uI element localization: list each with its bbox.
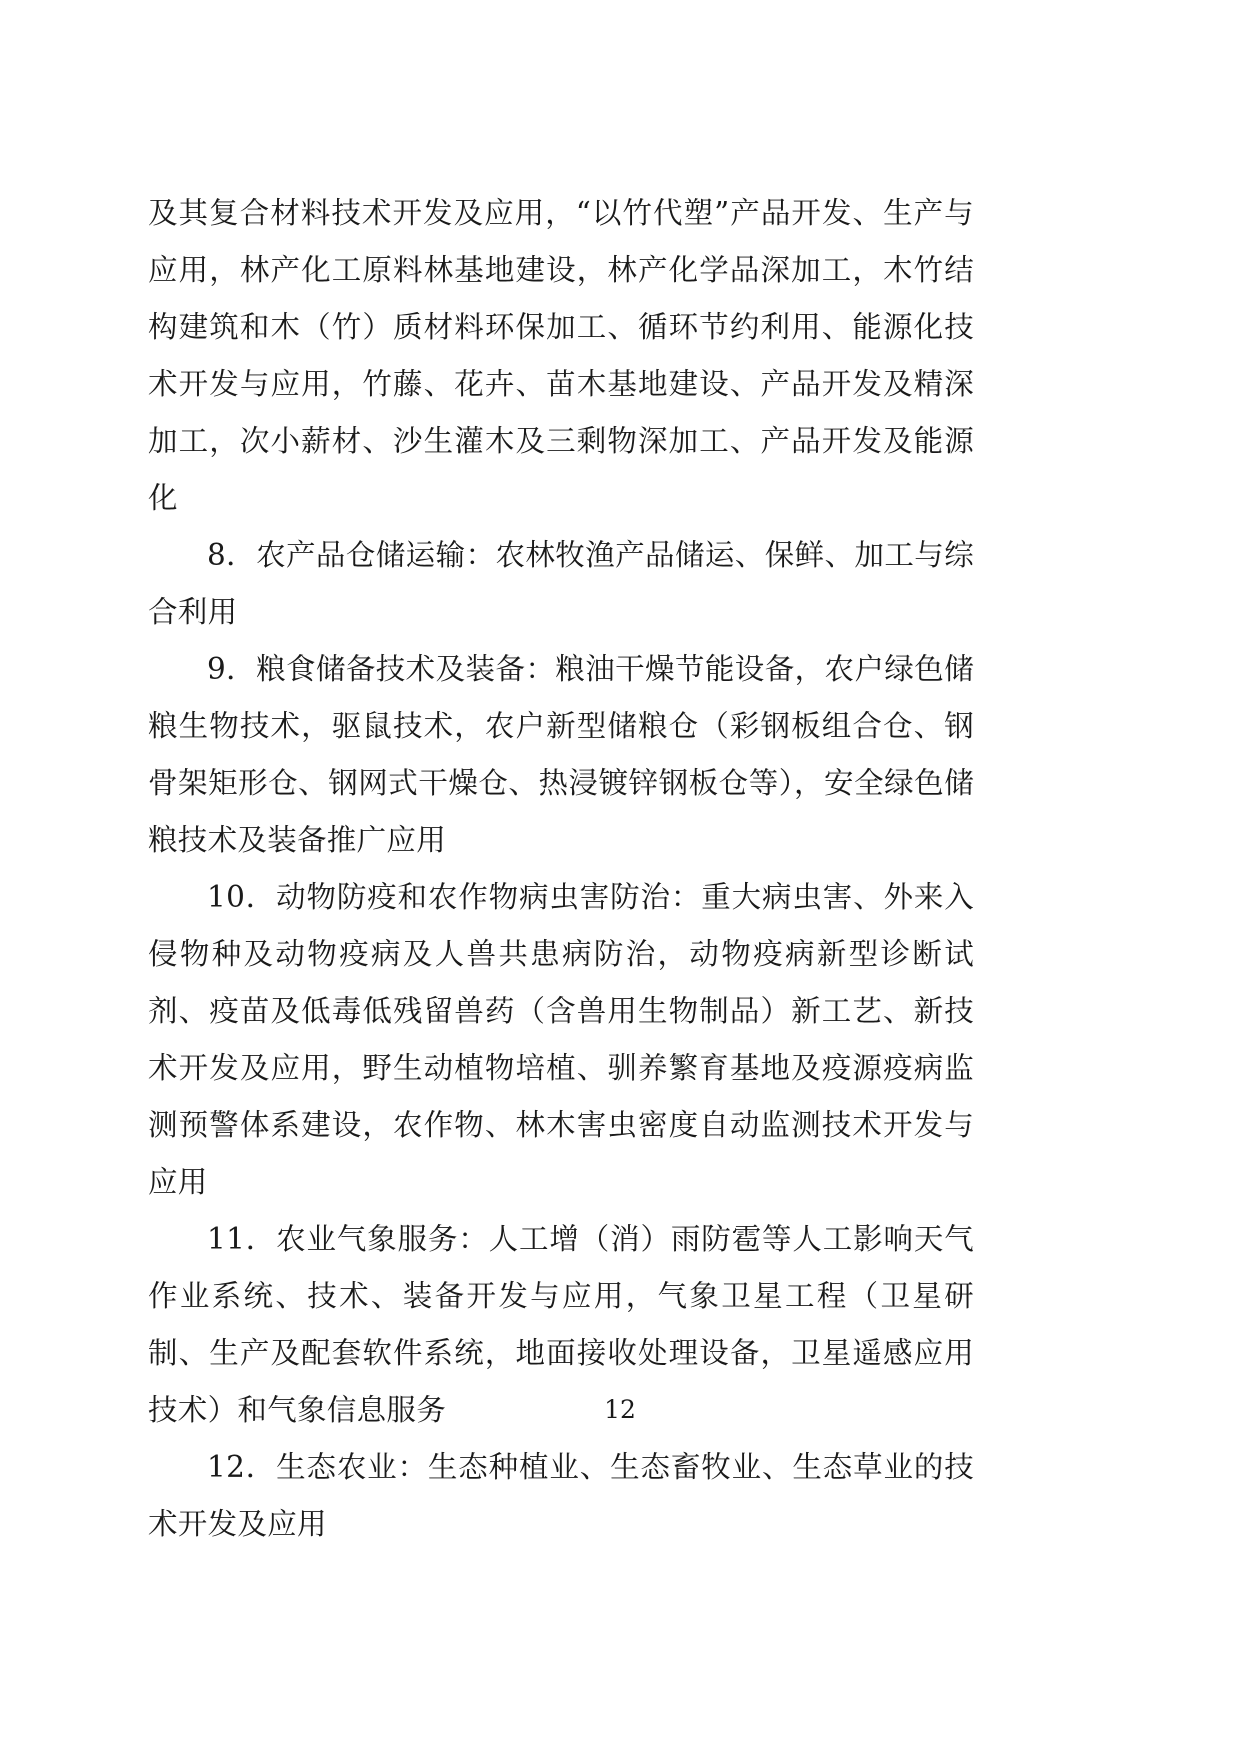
paragraph-item-10: 10．动物防疫和农作物病虫害防治：重大病虫害、外来入侵物种及动物疫病及人兽共患病防治，动物疫病新型诊断试剂、疫苗及低毒低残留兽药（含兽用生物制品）新工艺、新技术开发及应用，野生动植物培植、驯养繁育基地及疫源疫病监测预警体系建设，农作物、林木害虫密度自动监测技术开发与应用 <box>148 880 974 1199</box>
paragraph-item-9: 9．粮食储备技术及装备：粮油干燥节能设备，农户绿色储粮生物技术，驱鼠技术，农户新型储粮仓（彩钢板组合仓、钢骨架矩形仓、钢网式干燥仓、热浸镀锌钢板仓等），安全绿色储粮技术及装备推广应用 <box>148 652 974 857</box>
page-number: 12 <box>604 1395 636 1424</box>
paragraph-continued-forestry: 及其复合材料技术开发及应用，“以竹代塑”产品开发、生产与应用，林产化工原料林基地建设，林产化学品深加工，木竹结构建筑和木（竹）质材料环保加工、循环节约利用、能源化技术开发与应用，竹藤、花卉、苗木基地建设、产品开发及精深加工，次小薪材、沙生灌木及三剩物深加工、产品开发及能源化 <box>148 196 974 515</box>
paragraph-item-12: 12．生态农业：生态种植业、生态畜牧业、生态草业的技术开发及应用 <box>148 1450 974 1541</box>
paragraph-item-11: 11．农业气象服务：人工增（消）雨防雹等人工影响天气作业系统、技术、装备开发与应用，气象卫星工程（卫星研制、生产及配套软件系统，地面接收处理设备，卫星遥感应用技术）和气象信息服务 <box>148 1222 974 1427</box>
page-body <box>148 185 974 1553</box>
paragraph-item-8: 8．农产品仓储运输：农林牧渔产品储运、保鲜、加工与综合利用 <box>148 538 974 629</box>
